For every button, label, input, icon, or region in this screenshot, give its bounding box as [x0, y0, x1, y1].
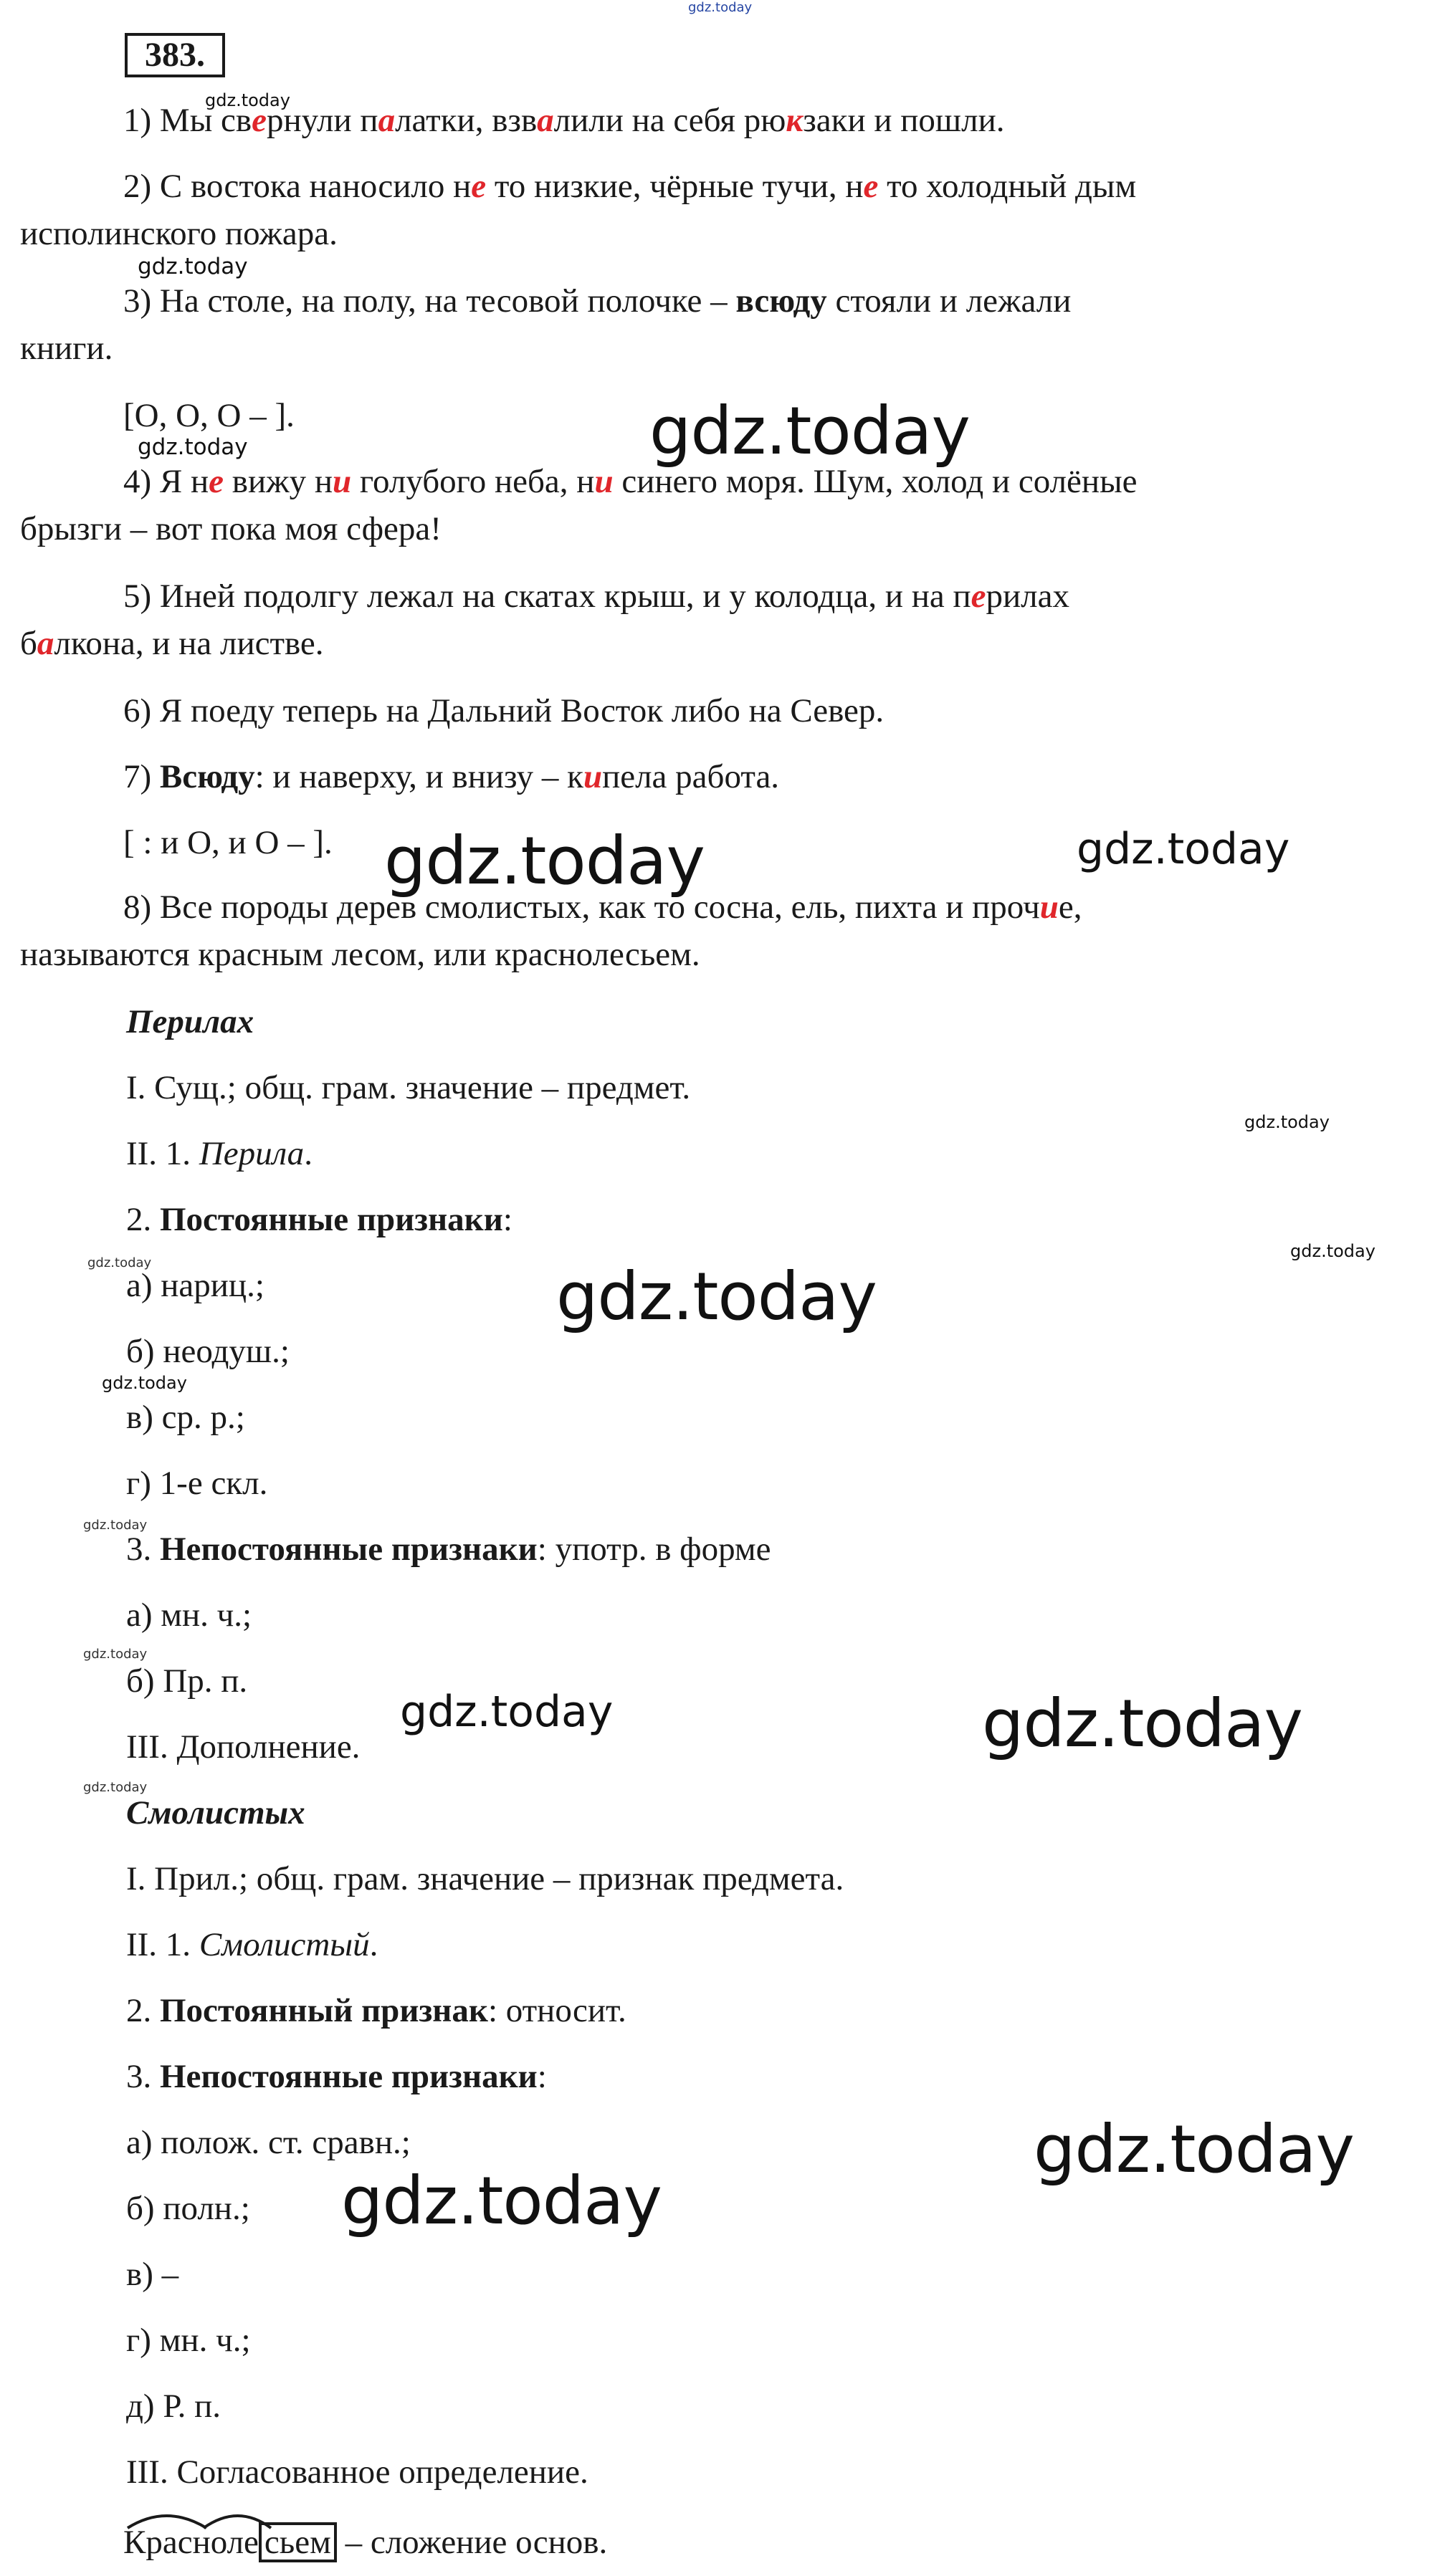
text: . — [304, 1135, 313, 1172]
highlight-letter: и — [594, 463, 614, 500]
parse-item: а) полож. ст. сравн.; — [126, 2124, 411, 2161]
highlight-letter: а — [378, 102, 396, 139]
watermark: gdz.today — [400, 1687, 614, 1737]
parse-line — [126, 1925, 378, 1965]
text: заки и пошли. — [803, 102, 1005, 139]
highlight-letter: е — [252, 102, 267, 139]
watermark: gdz.today — [341, 2163, 662, 2239]
bold-term: Непостоянные признаки — [160, 1531, 538, 1568]
initial-form: Перила — [199, 1135, 305, 1172]
text: 3. — [126, 1531, 160, 1568]
text: е, — [1058, 889, 1082, 926]
watermark: gdz.today — [83, 1518, 148, 1533]
text: : — [537, 2058, 547, 2095]
parse-line: I. Сущ.; общ. грам. значение – предмет. — [126, 1069, 691, 1106]
text: рнули п — [266, 102, 378, 139]
parse-line: III. Дополнение. — [126, 1728, 361, 1766]
watermark: gdz.today — [649, 393, 970, 469]
text: 5) Иней подолгу лежал на скатах крыш, и у колодца, и на п — [123, 578, 971, 615]
task-number: 383. — [125, 33, 225, 77]
text: 2) С востока наносило н — [123, 168, 472, 205]
parse-item: г) 1-е скл. — [126, 1465, 268, 1502]
sentence-2 — [123, 166, 1136, 206]
watermark: gdz.today — [138, 254, 248, 279]
text: – сложение основ. — [336, 2524, 608, 2561]
text: 1) Мы св — [123, 102, 252, 139]
morphemic-analysis — [123, 2522, 607, 2562]
watermark: gdz.today — [87, 1255, 152, 1270]
bold-term: Постоянный признак — [160, 1992, 488, 2029]
watermark: gdz.today — [205, 90, 290, 110]
watermark: gdz.today — [1244, 1112, 1330, 1132]
parse-item: в) – — [126, 2256, 179, 2293]
sentence-8-line-2: называются красным лесом, или краснолесьем. — [20, 936, 700, 973]
parse-item: а) нариц.; — [126, 1267, 264, 1304]
highlight-letter: е — [471, 168, 487, 205]
parse-line — [126, 1134, 313, 1174]
watermark: gdz.today — [384, 823, 705, 899]
text: пела работа. — [602, 758, 780, 795]
parse-line — [126, 2057, 547, 2097]
parse-line — [126, 1991, 626, 2031]
parse-line: III. Согласованное определение. — [126, 2453, 588, 2491]
watermark: gdz.today — [138, 434, 248, 460]
parse-item: г) мн. ч.; — [126, 2322, 251, 2359]
text: латки, взв — [395, 102, 538, 139]
highlight-letter: е — [209, 463, 224, 500]
text: то низкие, чёрные тучи, н — [486, 168, 864, 205]
sentence-4 — [123, 461, 1138, 502]
bold-word: всюду — [735, 282, 827, 320]
highlight-letter: и — [583, 758, 603, 795]
watermark: gdz.today — [556, 1258, 877, 1335]
initial-form: Смолистый — [199, 1926, 370, 1963]
parse-line: I. Прил.; общ. грам. значение – признак предмета. — [126, 1860, 844, 1897]
highlight-letter: е — [863, 168, 879, 205]
watermark: gdz.today — [102, 1373, 187, 1393]
text: 3) На столе, на полу, на тесовой полочке – — [123, 282, 736, 320]
parse-heading: Смолистых — [126, 1794, 305, 1832]
sentence-7-scheme: [ : и O, и O – ]. — [123, 824, 333, 861]
text: голубого неба, н — [351, 463, 595, 500]
parse-item: в) ср. р.; — [126, 1399, 245, 1436]
sentence-3-scheme: [O, O, O – ]. — [123, 397, 295, 434]
highlight-letter: а — [37, 625, 54, 662]
text: : и наверху, и внизу – к — [254, 758, 583, 795]
text: лили на себя рю — [553, 102, 786, 139]
watermark: gdz.today — [982, 1685, 1302, 1762]
word-root: Красноле — [123, 2524, 259, 2561]
text: 2. — [126, 1992, 160, 2029]
text: II. 1. — [126, 1135, 199, 1172]
text: 2. — [126, 1201, 160, 1238]
highlight-letter: а — [537, 102, 554, 139]
bold-term: Непостоянные признаки — [160, 2058, 538, 2095]
text: 4) Я н — [123, 463, 209, 500]
text: : относит. — [487, 1992, 626, 2029]
text: : — [502, 1201, 512, 1238]
parse-heading: Перилах — [126, 1003, 254, 1040]
sentence-3-line-2: книги. — [20, 330, 113, 367]
parse-line — [126, 1200, 512, 1240]
parse-line — [126, 1529, 771, 1569]
text: синего моря. Шум, холод и солёные — [613, 463, 1138, 500]
text: 7) — [123, 758, 160, 795]
highlight-letter: и — [333, 463, 352, 500]
watermark: gdz.today — [688, 0, 753, 15]
highlight-letter: к — [786, 102, 804, 139]
sentence-3 — [123, 281, 1071, 321]
sentence-5 — [123, 576, 1069, 616]
text: б — [20, 625, 37, 662]
text: 8) Все породы дерев смолистых, как то сосна, ель, пихта и проч — [123, 889, 1040, 926]
highlight-letter: е — [971, 578, 986, 615]
highlight-letter: и — [1039, 889, 1059, 926]
watermark: gdz.today — [83, 1647, 148, 1662]
parse-item: а) мн. ч.; — [126, 1596, 252, 1634]
word-ending: сьем — [264, 2524, 331, 2561]
text: 3. — [126, 2058, 160, 2095]
text: вижу н — [224, 463, 333, 500]
watermark: gdz.today — [1077, 824, 1290, 874]
parse-item: б) неодуш.; — [126, 1333, 290, 1370]
text: то холодный дым — [878, 168, 1137, 205]
parse-item: б) Пр. п. — [126, 1662, 248, 1700]
sentence-2-line-2: исполинского пожара. — [20, 215, 338, 252]
sentence-4-line-2: брызги – вот пока моя сфера! — [20, 510, 442, 547]
parse-item: б) полн.; — [126, 2190, 250, 2227]
text: стояли и лежали — [826, 282, 1072, 320]
sentence-6: 6) Я поеду теперь на Дальний Восток либо на Север. — [123, 692, 884, 729]
watermark: gdz.today — [1034, 2111, 1354, 2188]
parse-item: д) Р. п. — [126, 2388, 221, 2425]
text: . — [369, 1926, 378, 1963]
watermark: gdz.today — [1290, 1241, 1375, 1261]
text: : употр. в форме — [537, 1531, 771, 1568]
sentence-7 — [123, 757, 779, 797]
bold-word: Всюду — [159, 758, 255, 795]
text: рилах — [986, 578, 1069, 615]
text: лкона, и на листве. — [54, 625, 324, 662]
root-arcs — [123, 2504, 295, 2532]
text: II. 1. — [126, 1926, 199, 1963]
watermark: gdz.today — [83, 1780, 148, 1795]
bold-term: Постоянные признаки — [160, 1201, 503, 1238]
sentence-5-line-2 — [20, 623, 324, 664]
